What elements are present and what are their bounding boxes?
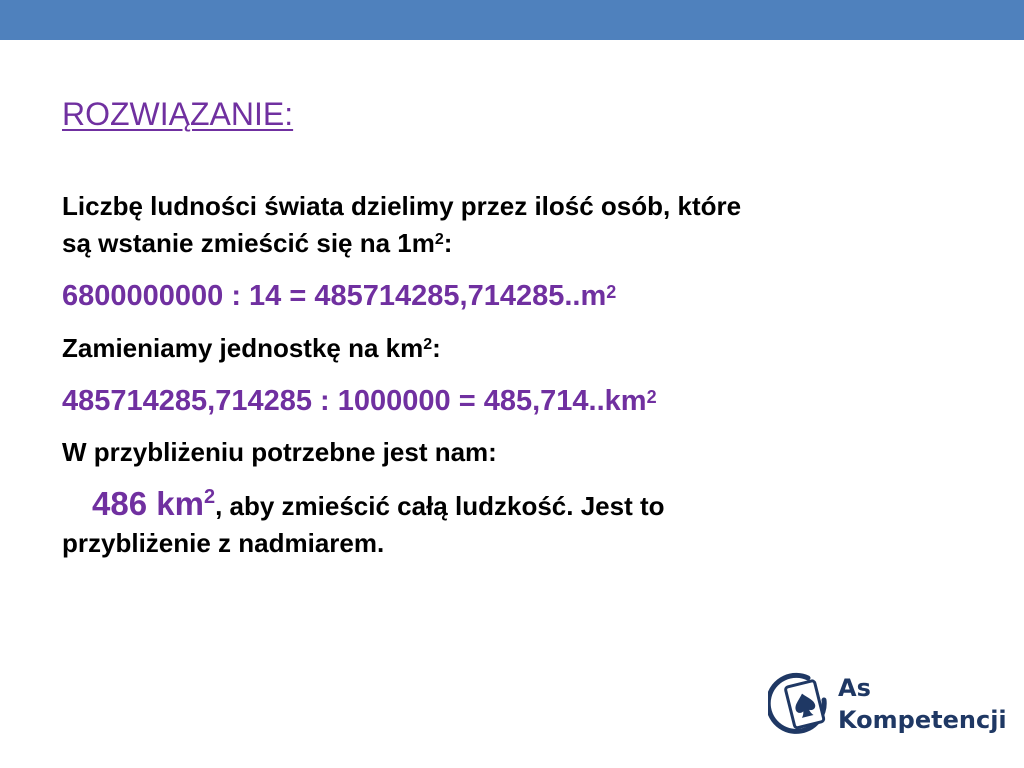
convert-line-text: Zamieniamy jednostkę na km [62, 333, 424, 363]
equation-1-text: 6800000000 : 14 = 485714285,714285..m [62, 280, 607, 312]
slide-title: ROZWIĄZANIE: [62, 96, 294, 132]
equation-1-sup: 2 [606, 282, 617, 302]
intro-line-2-sup: 2 [434, 231, 444, 248]
slide-content [62, 188, 962, 562]
logo [768, 668, 1007, 748]
intro-line-1 [62, 188, 962, 225]
logo-text [838, 672, 1007, 736]
top-bar [0, 0, 1024, 40]
equation-2 [62, 381, 962, 421]
convert-line-sup: 2 [423, 336, 433, 353]
result-rest: , aby zmieścić całą ludzkość. Jest to [215, 491, 665, 521]
result-value-sup: 2 [203, 486, 216, 508]
intro-line-2-end: : [443, 228, 453, 258]
intro-line-2 [62, 225, 962, 262]
spade-card-icon [768, 670, 830, 742]
result-value-text: 486 km [92, 485, 204, 522]
logo-line-1: As [838, 674, 871, 702]
convert-line [62, 330, 962, 367]
equation-1 [62, 276, 962, 316]
convert-line-end: : [432, 333, 441, 363]
result-value [62, 485, 215, 522]
logo-line-2: Kompetencji [838, 706, 1007, 734]
result-line-2 [62, 525, 962, 562]
result-line-2-text: przybliżenie z nadmiarem. [62, 528, 385, 558]
approx-line-text: W przybliżeniu potrzebne jest nam: [62, 437, 497, 467]
equation-2-sup: 2 [646, 387, 657, 407]
intro-line-1-text: Liczbę ludności świata dzielimy przez ilość osób, które [62, 191, 742, 221]
equation-2-text: 485714285,714285 : 1000000 = 485,714..km [62, 385, 647, 417]
approx-line [62, 434, 962, 471]
intro-line-2-text: są wstanie zmieścić się na 1m [62, 228, 435, 258]
result-line-1 [62, 485, 962, 525]
